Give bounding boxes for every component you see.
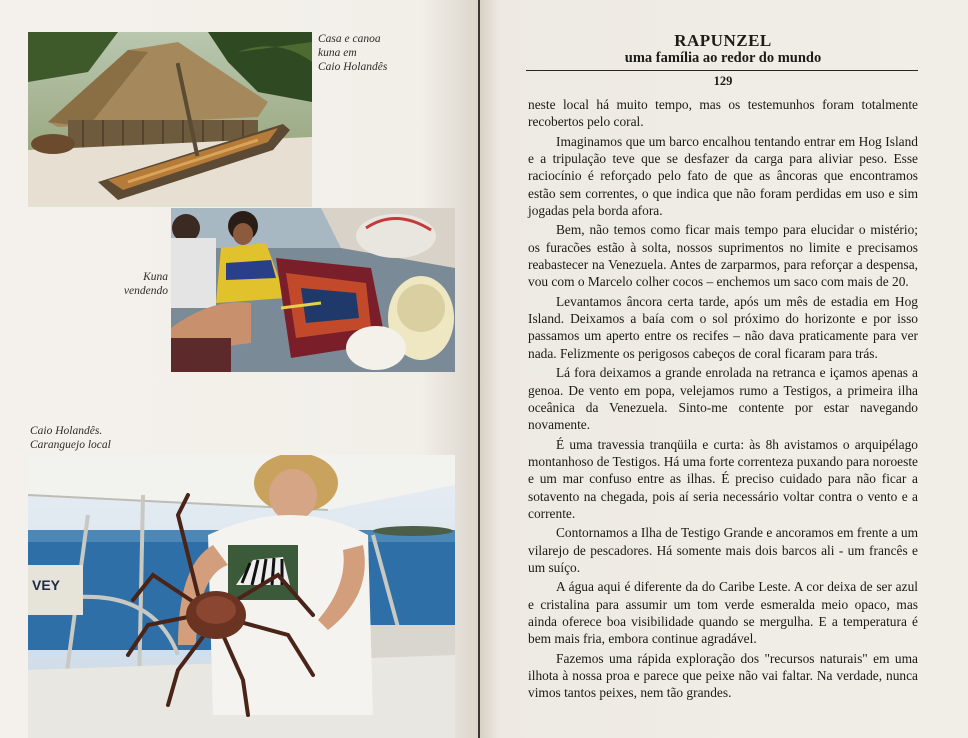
paragraph: A água aqui é diferente da do Caribe Leste. A cor deixa de ser azul e cristalina para assumir um tom verde esmeralda meio opaco, mas ainda oferece boa visibilidade quando se mergulha. E a temperatura é bem mais fria, embora continue agradável. <box>528 579 918 647</box>
running-head <box>528 32 918 66</box>
paragraph: Fazemos uma rápida exploração dos "recursos naturais" em uma ilhota à nossa proa e parece que peixe não vai faltar. Na verdade, nunca vimos tantos peixes, nem tão grandes. <box>528 650 918 701</box>
left-page <box>0 0 478 738</box>
paragraph: Imaginamos que um barco encalhou tentando entrar em Hog Island e a tripulação teve que se desfazer da carga para aliviar peso. Esse raciocínio é reforçado pelo fato de que as âncoras que encontramos estão sem correntes, o que indica que não foram perdidas em uso e sim jogadas pela borda afora. <box>528 133 918 219</box>
paragraph: Contornamos a Ilha de Testigo Grande e ancoramos em frente a um vilarejo de pescadores. Há somente mais dois barcos ali - um francês e um suíço. <box>528 525 918 575</box>
photo-caranguejo-local <box>28 455 455 738</box>
svg-text:VEY: VEY <box>32 577 61 593</box>
paragraph: É uma travessia tranqüila e curta: às 8h avistamos o arquipélago montanhoso de Testigos. Há uma forte correnteza puxando para noroeste e um mar confuso entre as ilhas. É preciso cuidado para não ficar a sotavento na chegada, pois aí seria necessário voltar contra o vento e a corrente. <box>528 436 918 521</box>
paragraph: Lá fora deixamos a grande enrolada na retranca e içamos apenas a genoa. De vento em popa, velejamos rumo a Testigos, a primeira ilha oceânica da Venezuela. Sinto-me contente por estar navegando novamente. <box>528 365 918 433</box>
page-number: 129 <box>713 74 733 88</box>
photo-hut-and-canoe <box>28 32 312 207</box>
caption-kuna-vendendo: Kuna vendendo <box>123 271 168 297</box>
caption-hut-canoe: Casa e canoa kuna em Caio Holandês <box>318 33 388 73</box>
paragraph: Bem, não temos como ficar mais tempo para elucidar o mistério; os furacões estão à solta, nossos suprimentos no limite e precisamos reabastecer na Venezuela. Antes de zarparmos, para reforçar a despensa, vou com o Marcelo colher cocos – enchemos um saco com mais de 20. <box>528 222 918 290</box>
running-subtitle: uma família ao redor do mundo <box>624 50 822 66</box>
caption-caranguejo: Caio Holandês. Caranguejo local <box>30 425 111 451</box>
running-title: RAPUNZEL <box>674 31 772 50</box>
header-rule <box>526 70 918 71</box>
body-text <box>528 96 918 702</box>
paragraph: Levantamos âncora certa tarde, após um mês de estadia em Hog Island. Deixamos a baía com o sol próximo do horizonte e por isso passamos um aperto entre os recifes – não dava praticamente para ver nada. Felizmente os perigosos cabeços de coral ficaram para trás. <box>528 293 918 361</box>
paragraph: neste local há muito tempo, mas os testemunhos foram totalmente recobertos pelo coral. <box>528 97 918 130</box>
photo-kuna-vendendo <box>171 208 455 372</box>
right-page <box>480 0 968 738</box>
